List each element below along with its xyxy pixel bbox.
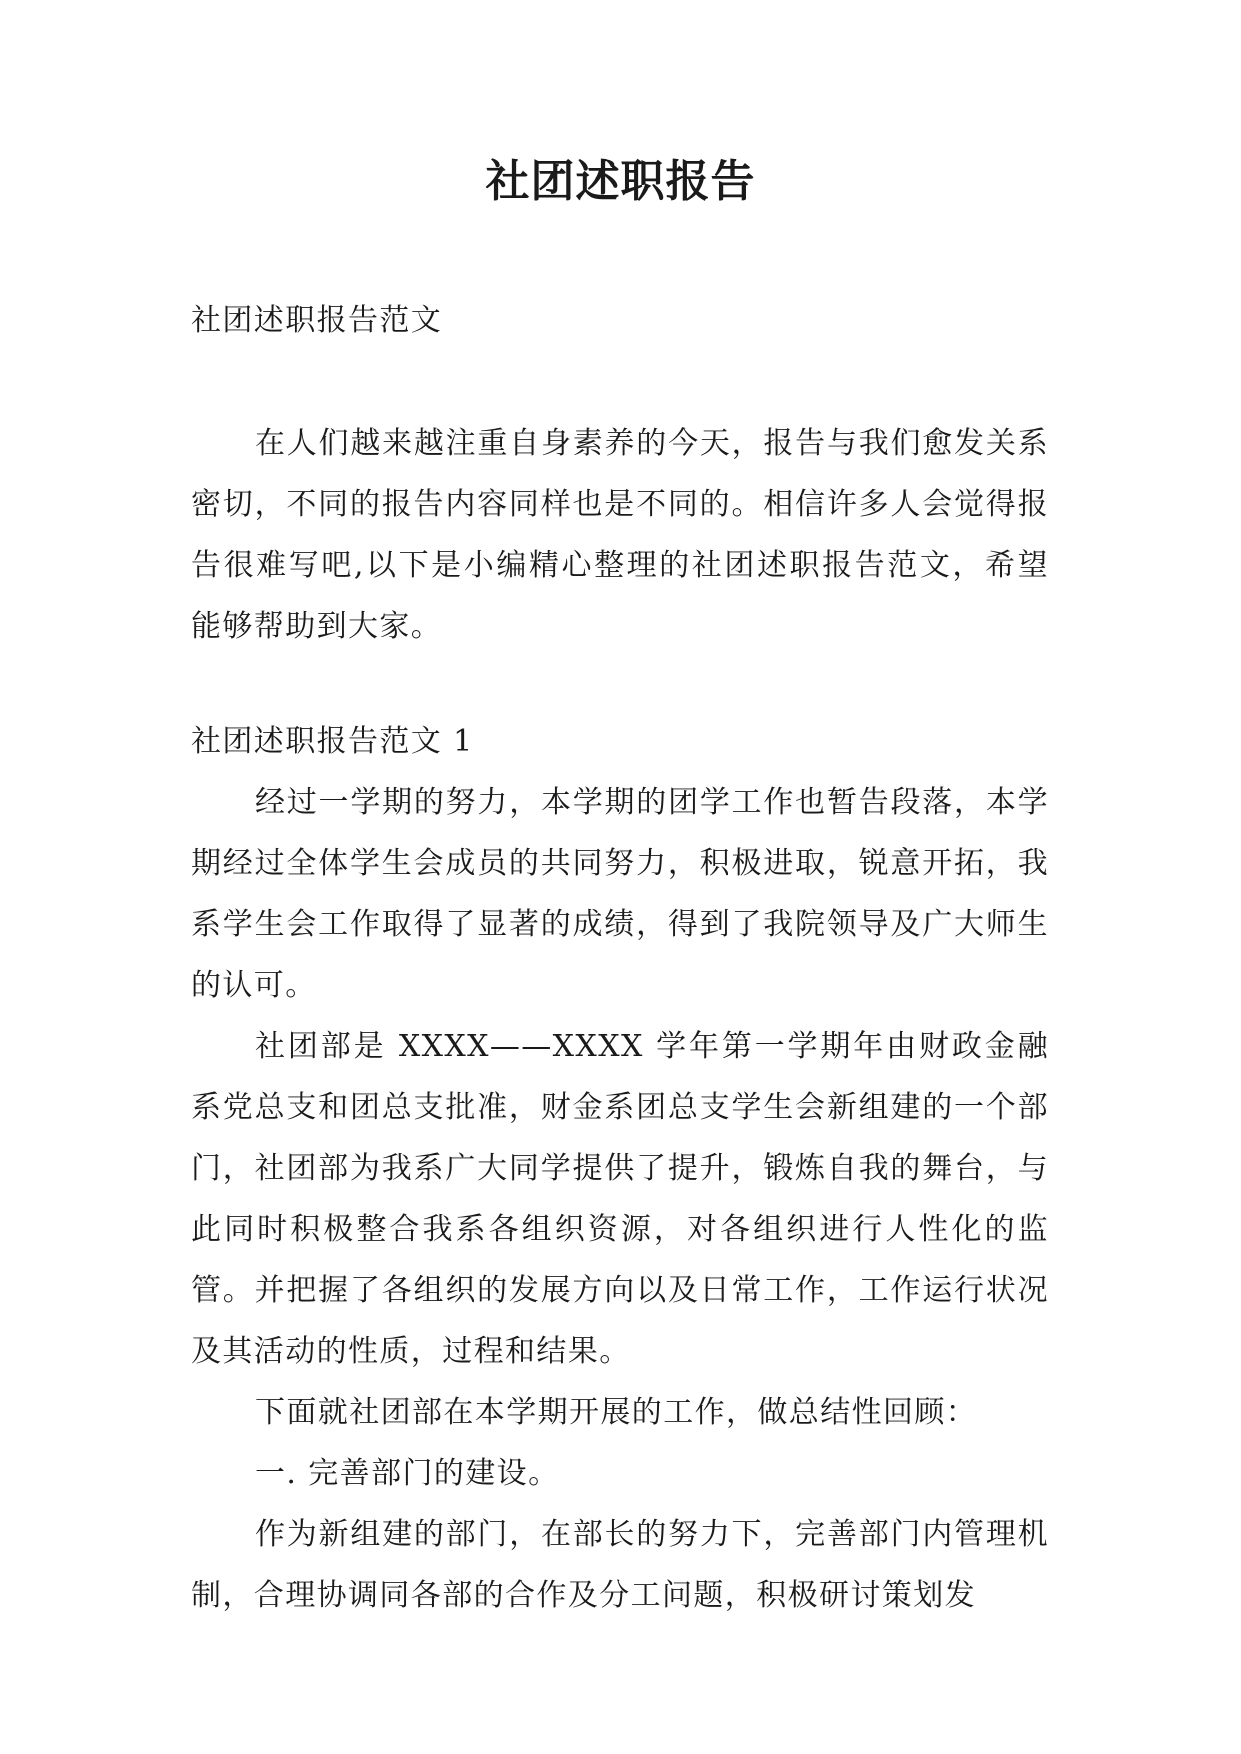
body-paragraph: 社团部是 XXXX——XXXX 学年第一学期年由财政金融系党总支和团总支批准，财金系团总支学生会新组建的一个部门，社团部为我系广大同学提供了提升，锻炼自我的舞台，与此同时积极整合我系各组织资源，对各组织进行人性化的监管。并把握了各组织的发展方向以及日常工作，工作运行状况及其活动的性质，过程和结果。 bbox=[191, 1029, 1049, 1369]
document-subtitle: 社团述职报告范文 bbox=[191, 303, 443, 338]
spacer bbox=[191, 657, 1049, 711]
section-heading: 社团述职报告范文 1 bbox=[191, 724, 474, 759]
document-body bbox=[191, 290, 1049, 1626]
intro-paragraph: 在人们越来越注重自身素养的今天，报告与我们愈发关系密切，不同的报告内容同样也是不同的。相信许多人会觉得报告很难写吧,以下是小编精心整理的社团述职报告范文，希望能够帮助到大家。 bbox=[191, 426, 1049, 644]
document-title: 社团述职报告 bbox=[485, 156, 756, 207]
list-heading: 一. 完善部门的建设。 bbox=[255, 1456, 560, 1491]
body-paragraph: 经过一学期的努力，本学期的团学工作也暂告段落，本学期经过全体学生会成员的共同努力，积极进取，锐意开拓，我系学生会工作取得了显著的成绩，得到了我院领导及广大师生的认可。 bbox=[191, 785, 1049, 1003]
body-paragraph: 作为新组建的部门，在部长的努力下，完善部门内管理机制，合理协调同各部的合作及分工问题，积极研讨策划发 bbox=[191, 1517, 1049, 1613]
body-paragraph: 下面就社团部在本学期开展的工作，做总结性回顾： bbox=[255, 1395, 978, 1430]
spacer bbox=[191, 351, 1049, 413]
